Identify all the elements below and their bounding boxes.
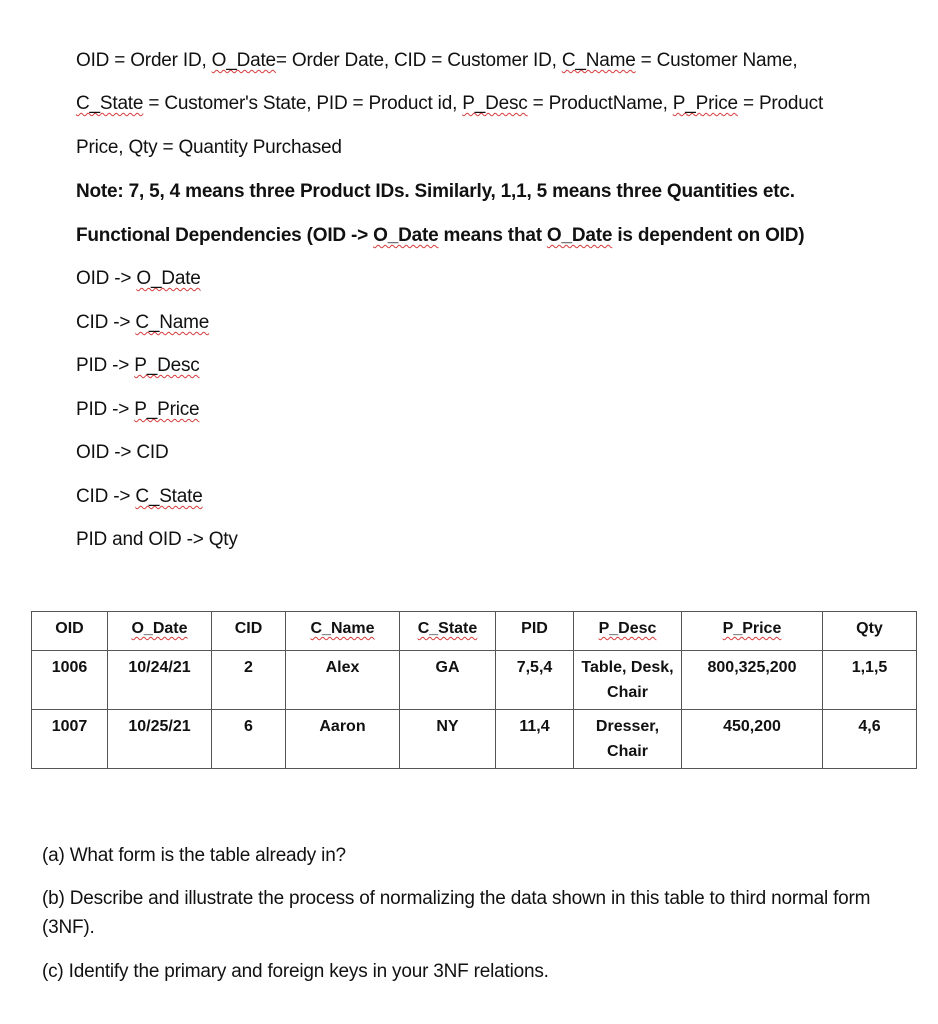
dependency-rhs: P_Desc <box>134 355 200 376</box>
question-a: (a) What form is the table already in? <box>42 845 346 866</box>
fd-heading-term: O_Date <box>373 225 439 246</box>
cell-o-date: 10/24/21 <box>108 651 212 710</box>
question-b: (b) Describe and illustrate the process of normalizing the data shown in this table to third normal form (3NF). <box>42 888 871 938</box>
cell-p-desc: Dresser, Chair <box>574 710 682 769</box>
header-label: C_Name <box>310 620 375 637</box>
fd-heading-text: is dependent on OID) <box>612 225 805 246</box>
dependency-3 <box>76 354 200 378</box>
table-row <box>32 651 917 710</box>
cell-cid: 2 <box>212 651 286 710</box>
dependency-6 <box>76 485 203 509</box>
legend-term-o-date: O_Date <box>211 50 276 71</box>
dependency-rhs: P_Price <box>134 399 200 420</box>
legend-line-1 <box>76 49 797 73</box>
header-label: C_State <box>417 620 478 637</box>
dependency-lhs: CID -> <box>76 486 136 507</box>
dependency-lhs: PID -> <box>76 399 135 420</box>
legend-text: = Customer Name, <box>635 50 798 71</box>
dependency-7 <box>76 528 238 552</box>
cell-p-price: 800,325,200 <box>682 651 823 710</box>
table-header-row <box>32 612 917 651</box>
dependency-rhs: O_Date <box>136 268 201 289</box>
dependency-5 <box>76 441 168 465</box>
legend-term-p-desc: P_Desc <box>462 93 528 114</box>
cell-oid: 1007 <box>32 710 108 769</box>
cell-pid: 7,5,4 <box>496 651 574 710</box>
cell-c-state: NY <box>400 710 496 769</box>
legend-text: = Product <box>737 93 824 114</box>
legend-term-p-price: P_Price <box>672 93 738 114</box>
cell-pid: 11,4 <box>496 710 574 769</box>
cell-oid: 1006 <box>32 651 108 710</box>
cell-cid: 6 <box>212 710 286 769</box>
legend-text: = ProductName, <box>527 93 673 114</box>
dependency-rhs: C_State <box>135 486 203 507</box>
header-qty: Qty <box>823 612 917 651</box>
dependency-lhs: PID -> <box>76 355 135 376</box>
header-p-price <box>682 612 823 651</box>
cell-o-date: 10/25/21 <box>108 710 212 769</box>
cell-c-name: Alex <box>286 651 400 710</box>
table-row <box>32 710 917 769</box>
legend-text: = Customer's State, PID = Product id, <box>143 93 463 114</box>
dependency-rhs: C_Name <box>135 312 210 333</box>
dependency-lhs: PID and OID -> Qty <box>76 529 238 550</box>
header-cid: CID <box>212 612 286 651</box>
fd-heading <box>76 224 804 248</box>
dependency-1 <box>76 267 201 291</box>
question-c: (c) Identify the primary and foreign keys in your 3NF relations. <box>42 961 549 982</box>
header-label: P_Price <box>722 620 782 637</box>
header-pid: PID <box>496 612 574 651</box>
dependency-2 <box>76 311 209 335</box>
dependency-4 <box>76 398 199 422</box>
legend-text: = Order Date, CID = Customer ID, <box>275 50 562 71</box>
cell-qty: 4,6 <box>823 710 917 769</box>
legend-line-2 <box>76 92 823 116</box>
fd-heading-text: means that <box>438 225 547 246</box>
dependency-lhs: OID -> CID <box>76 442 169 463</box>
header-label: O_Date <box>131 620 188 637</box>
legend-term-c-state: C_State <box>76 93 144 114</box>
cell-c-name: Aaron <box>286 710 400 769</box>
header-c-state <box>400 612 496 651</box>
header-o-date <box>108 612 212 651</box>
legend-text: OID = Order ID, <box>76 50 212 71</box>
cell-p-price: 450,200 <box>682 710 823 769</box>
orders-table <box>31 611 917 769</box>
legend-line-3: Price, Qty = Quantity Purchased <box>76 137 342 158</box>
fd-heading-text: Functional Dependencies (OID -> <box>76 225 374 246</box>
dependency-lhs: CID -> <box>76 312 136 333</box>
header-p-desc <box>574 612 682 651</box>
dependency-lhs: OID -> <box>76 268 137 289</box>
cell-p-desc: Table, Desk, Chair <box>574 651 682 710</box>
cell-c-state: GA <box>400 651 496 710</box>
header-label: P_Desc <box>598 620 657 637</box>
cell-qty: 1,1,5 <box>823 651 917 710</box>
note-text: Note: 7, 5, 4 means three Product IDs. Similarly, 1,1, 5 means three Quantities etc. <box>76 181 795 202</box>
header-oid: OID <box>32 612 108 651</box>
legend-term-c-name: C_Name <box>561 50 636 71</box>
fd-heading-term: O_Date <box>546 225 613 246</box>
header-c-name <box>286 612 400 651</box>
